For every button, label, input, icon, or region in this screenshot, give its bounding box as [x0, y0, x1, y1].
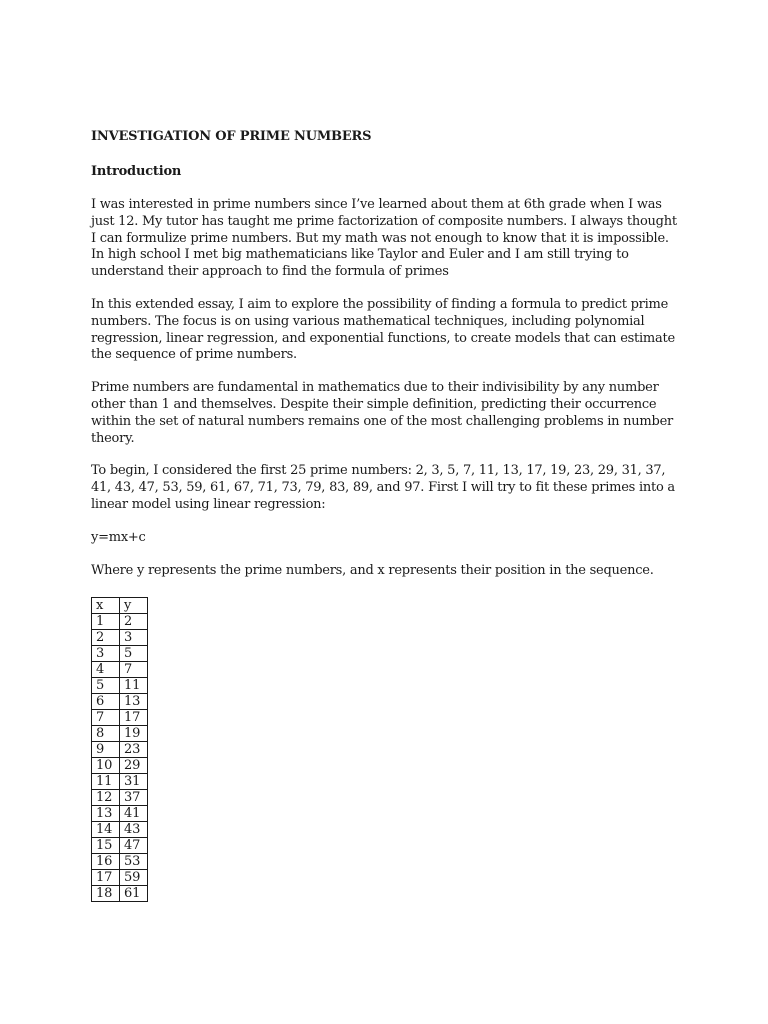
table-row: [92, 774, 148, 790]
table-cell-y: 37: [120, 790, 148, 806]
table-cell-y: 2: [120, 614, 148, 630]
table-row: [92, 806, 148, 822]
table-row: [92, 886, 148, 902]
table-cell-y: 53: [120, 854, 148, 870]
table-row: [92, 870, 148, 886]
table-row: [92, 630, 148, 646]
table-cell-y: 43: [120, 822, 148, 838]
paragraph-variable-definition: Where y represents the prime numbers, and x represents their position in the sequence.: [91, 562, 654, 578]
table-cell-x: 5: [92, 678, 120, 694]
table-cell-y: 13: [120, 694, 148, 710]
table-row: [92, 742, 148, 758]
table-row: [92, 726, 148, 742]
table-cell-y: 3: [120, 630, 148, 646]
table-cell-y: 5: [120, 646, 148, 662]
table-row: [92, 838, 148, 854]
table-cell-y: 23: [120, 742, 148, 758]
table-body: [92, 614, 148, 902]
table-cell-x: 6: [92, 694, 120, 710]
table-row: [92, 854, 148, 870]
table-row: [92, 790, 148, 806]
table-cell-y: 11: [120, 678, 148, 694]
table-cell-y: 47: [120, 838, 148, 854]
table-header-x: x: [92, 598, 120, 614]
table-row: [92, 614, 148, 630]
table-cell-x: 11: [92, 774, 120, 790]
document-title: INVESTIGATION OF PRIME NUMBERS: [91, 129, 372, 144]
table-cell-x: 3: [92, 646, 120, 662]
table-cell-x: 4: [92, 662, 120, 678]
table-cell-x: 17: [92, 870, 120, 886]
table-cell-x: 16: [92, 854, 120, 870]
table-cell-x: 15: [92, 838, 120, 854]
table-cell-x: 1: [92, 614, 120, 630]
table-cell-x: 13: [92, 806, 120, 822]
table-row: [92, 662, 148, 678]
table-cell-x: 7: [92, 710, 120, 726]
table-row: [92, 678, 148, 694]
table-cell-x: 9: [92, 742, 120, 758]
table-cell-y: 31: [120, 774, 148, 790]
table-row: [92, 758, 148, 774]
table-cell-x: 8: [92, 726, 120, 742]
table-cell-y: 29: [120, 758, 148, 774]
table-cell-y: 61: [120, 886, 148, 902]
table-cell-x: 10: [92, 758, 120, 774]
table-cell-x: 18: [92, 886, 120, 902]
table-header-row: [92, 598, 148, 614]
paragraph-aim: In this extended essay, I aim to explore the possibility of finding a formula to predict prime numbers. The focus is on using various mathematical techniques, including polynomial regression, linear regression, and exponential functions, to create models that can estimate the sequence of prime numbers.: [91, 296, 675, 363]
document-page: [91, 128, 681, 902]
prime-sequence-table: [91, 597, 148, 902]
table-cell-x: 12: [92, 790, 120, 806]
paragraph-method: To begin, I considered the first 25 prime numbers: 2, 3, 5, 7, 11, 13, 17, 19, 23, 29, 31, 37, 41, 43, 47, 53, 59, 61, 67, 71, 73, 79, 83, 89, and 97. First I will try to fit these primes into a linear model using linear regression:: [91, 463, 675, 512]
table-cell-y: 59: [120, 870, 148, 886]
table-cell-y: 7: [120, 662, 148, 678]
paragraph-background: Prime numbers are fundamental in mathematics due to their indivisibility by any number other than 1 and themselves. Despite their simple definition, predicting their occurrence within the set of natural numbers remains one of the most challenging problems in number theory.: [91, 380, 673, 446]
paragraph-motivation: I was interested in prime numbers since I’ve learned about them at 6th grade when I was just 12. My tutor has taught me prime factorization of composite numbers. I always thought I can formulize prime numbers. But my math was not enough to know that it is impossible. In high school I met big mathematicians like Taylor and Euler and I am still trying to understand their approach to find the formula of primes: [91, 197, 677, 280]
table-row: [92, 694, 148, 710]
table-cell-y: 17: [120, 710, 148, 726]
table-cell-x: 2: [92, 630, 120, 646]
table-cell-y: 19: [120, 726, 148, 742]
table-header-y: y: [120, 598, 148, 614]
table-row: [92, 646, 148, 662]
table-cell-x: 14: [92, 822, 120, 838]
table-row: [92, 822, 148, 838]
table-row: [92, 710, 148, 726]
table-cell-y: 41: [120, 806, 148, 822]
section-heading-introduction: Introduction: [91, 164, 182, 179]
equation-linear-model: y=mx+c: [91, 529, 146, 545]
